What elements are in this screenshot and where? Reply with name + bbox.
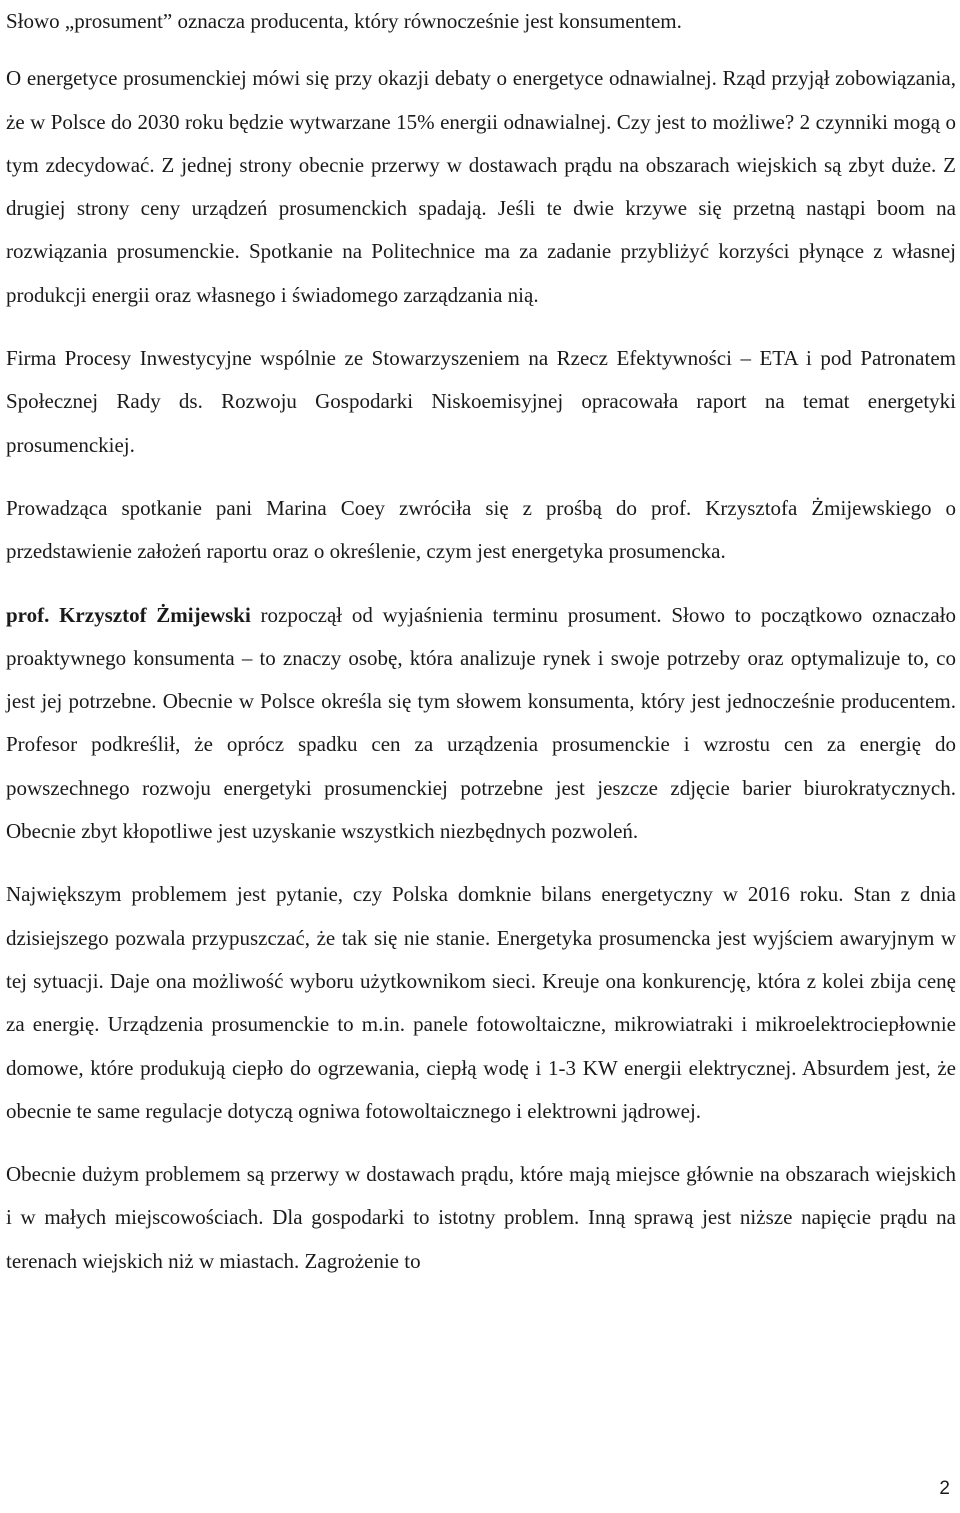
paragraph-spacer [6,317,956,337]
paragraph-spacer [6,43,956,57]
speech-text: rozpoczął od wyjaśnienia terminu prosument. Słowo to początkowo oznaczało proaktywnego konsumenta – to znaczy osobę, która analizuje rynek i swoje potrzeby oraz optymalizuje to, co jest jej potrzebne. Obecnie w Polsce określa się tym słowem konsumenta, który jest jednocześnie producentem. Profesor podkreślił, że oprócz spadku cen za urządzenia prosumenckie i wzrostu cen za energię do powszechnego rozwoju energetyki prosumenckiej potrzebne jest jeszcze zdjęcie barier biurokratycznych. Obecnie zbyt kłopotliwe jest uzyskanie wszystkich niezbędnych pozwoleń. [6,602,956,844]
paragraph-spacer [6,1133,956,1153]
page-number: 2 [939,1478,950,1499]
paragraph-energy-balance: Największym problemem jest pytanie, czy Polska domknie bilans energetyczny w 2016 roku. Stan z dnia dzisiejszego pozwala przypuszczać, że tak się nie stanie. Energetyka prosumencka jest wyjściem awaryjnym w tej sytuacji. Daje ona możliwość wyboru użytkownikom sieci. Kreuje ona konkurencję, która z kolei zbija cenę za energię. Urządzenia prosumenckie to m.in. panele fotowoltaiczne, mikrowiatraki i mikroelektrociepłownie domowe, które produkują ciepło do ogrzewania, ciepłą wodę i 1-3 KW energii elektrycznej. Absurdem jest, że obecnie te same regulacje dotyczą ogniwa fotowoltaicznego i elektrowni jądrowej. [6,882,956,1123]
document-page [6,0,956,1283]
paragraph-spacer [6,467,956,487]
paragraph-professor-speech [6,594,956,854]
paragraph-power-outages: Obecnie dużym problemem są przerwy w dostawach prądu, które mają miejsce głównie na obszarach wiejskich i w małych miejscowościach. Dla gospodarki to istotny problem. Inną sprawą jest niższe napięcie prądu na terenach wiejskich niż w miastach. Zagrożenie to [6,1162,956,1273]
speaker-name: prof. Krzysztof Żmijewski [6,602,251,627]
paragraph-moderator: Prowadząca spotkanie pani Marina Coey zwróciła się z prośbą do prof. Krzysztofa Żmijewskiego o przedstawienie założeń raportu oraz o określenie, czym jest energetyka prosumencka. [6,495,956,564]
paragraph-prosument-definition: Słowo „prosument” oznacza producenta, który równocześnie jest konsumentem. [6,9,682,33]
paragraph-report-authors: Firma Procesy Inwestycyjne wspólnie ze Stowarzyszeniem na Rzecz Efektywności – ETA i pod Patronatem Społecznej Rady ds. Rozwoju Gospodarki Niskoemisyjnej opracowała raport na temat energetyki prosumenckiej. [6,346,956,457]
paragraph-energy-intro: O energetyce prosumenckiej mówi się przy okazji debaty o energetyce odnawialnej. Rząd przyjął zobowiązania, że w Polsce do 2030 roku będzie wytwarzane 15% energii odnawialnej. Czy jest to możliwe? 2 czynniki mogą o tym zdecydować. Z jednej strony obecnie przerwy w dostawach prądu na obszarach wiejskich są zbyt duże. Z drugiej strony ceny urządzeń prosumenckich spadają. Jeśli te dwie krzywe się przetną nastąpi boom na rozwiązania prosumenckie. Spotkanie na Politechnice ma za zadanie przybliżyć korzyści płynące z własnej produkcji energii oraz własnego i świadomego zarządzania nią. [6,66,956,307]
paragraph-spacer [6,853,956,873]
paragraph-spacer [6,574,956,594]
